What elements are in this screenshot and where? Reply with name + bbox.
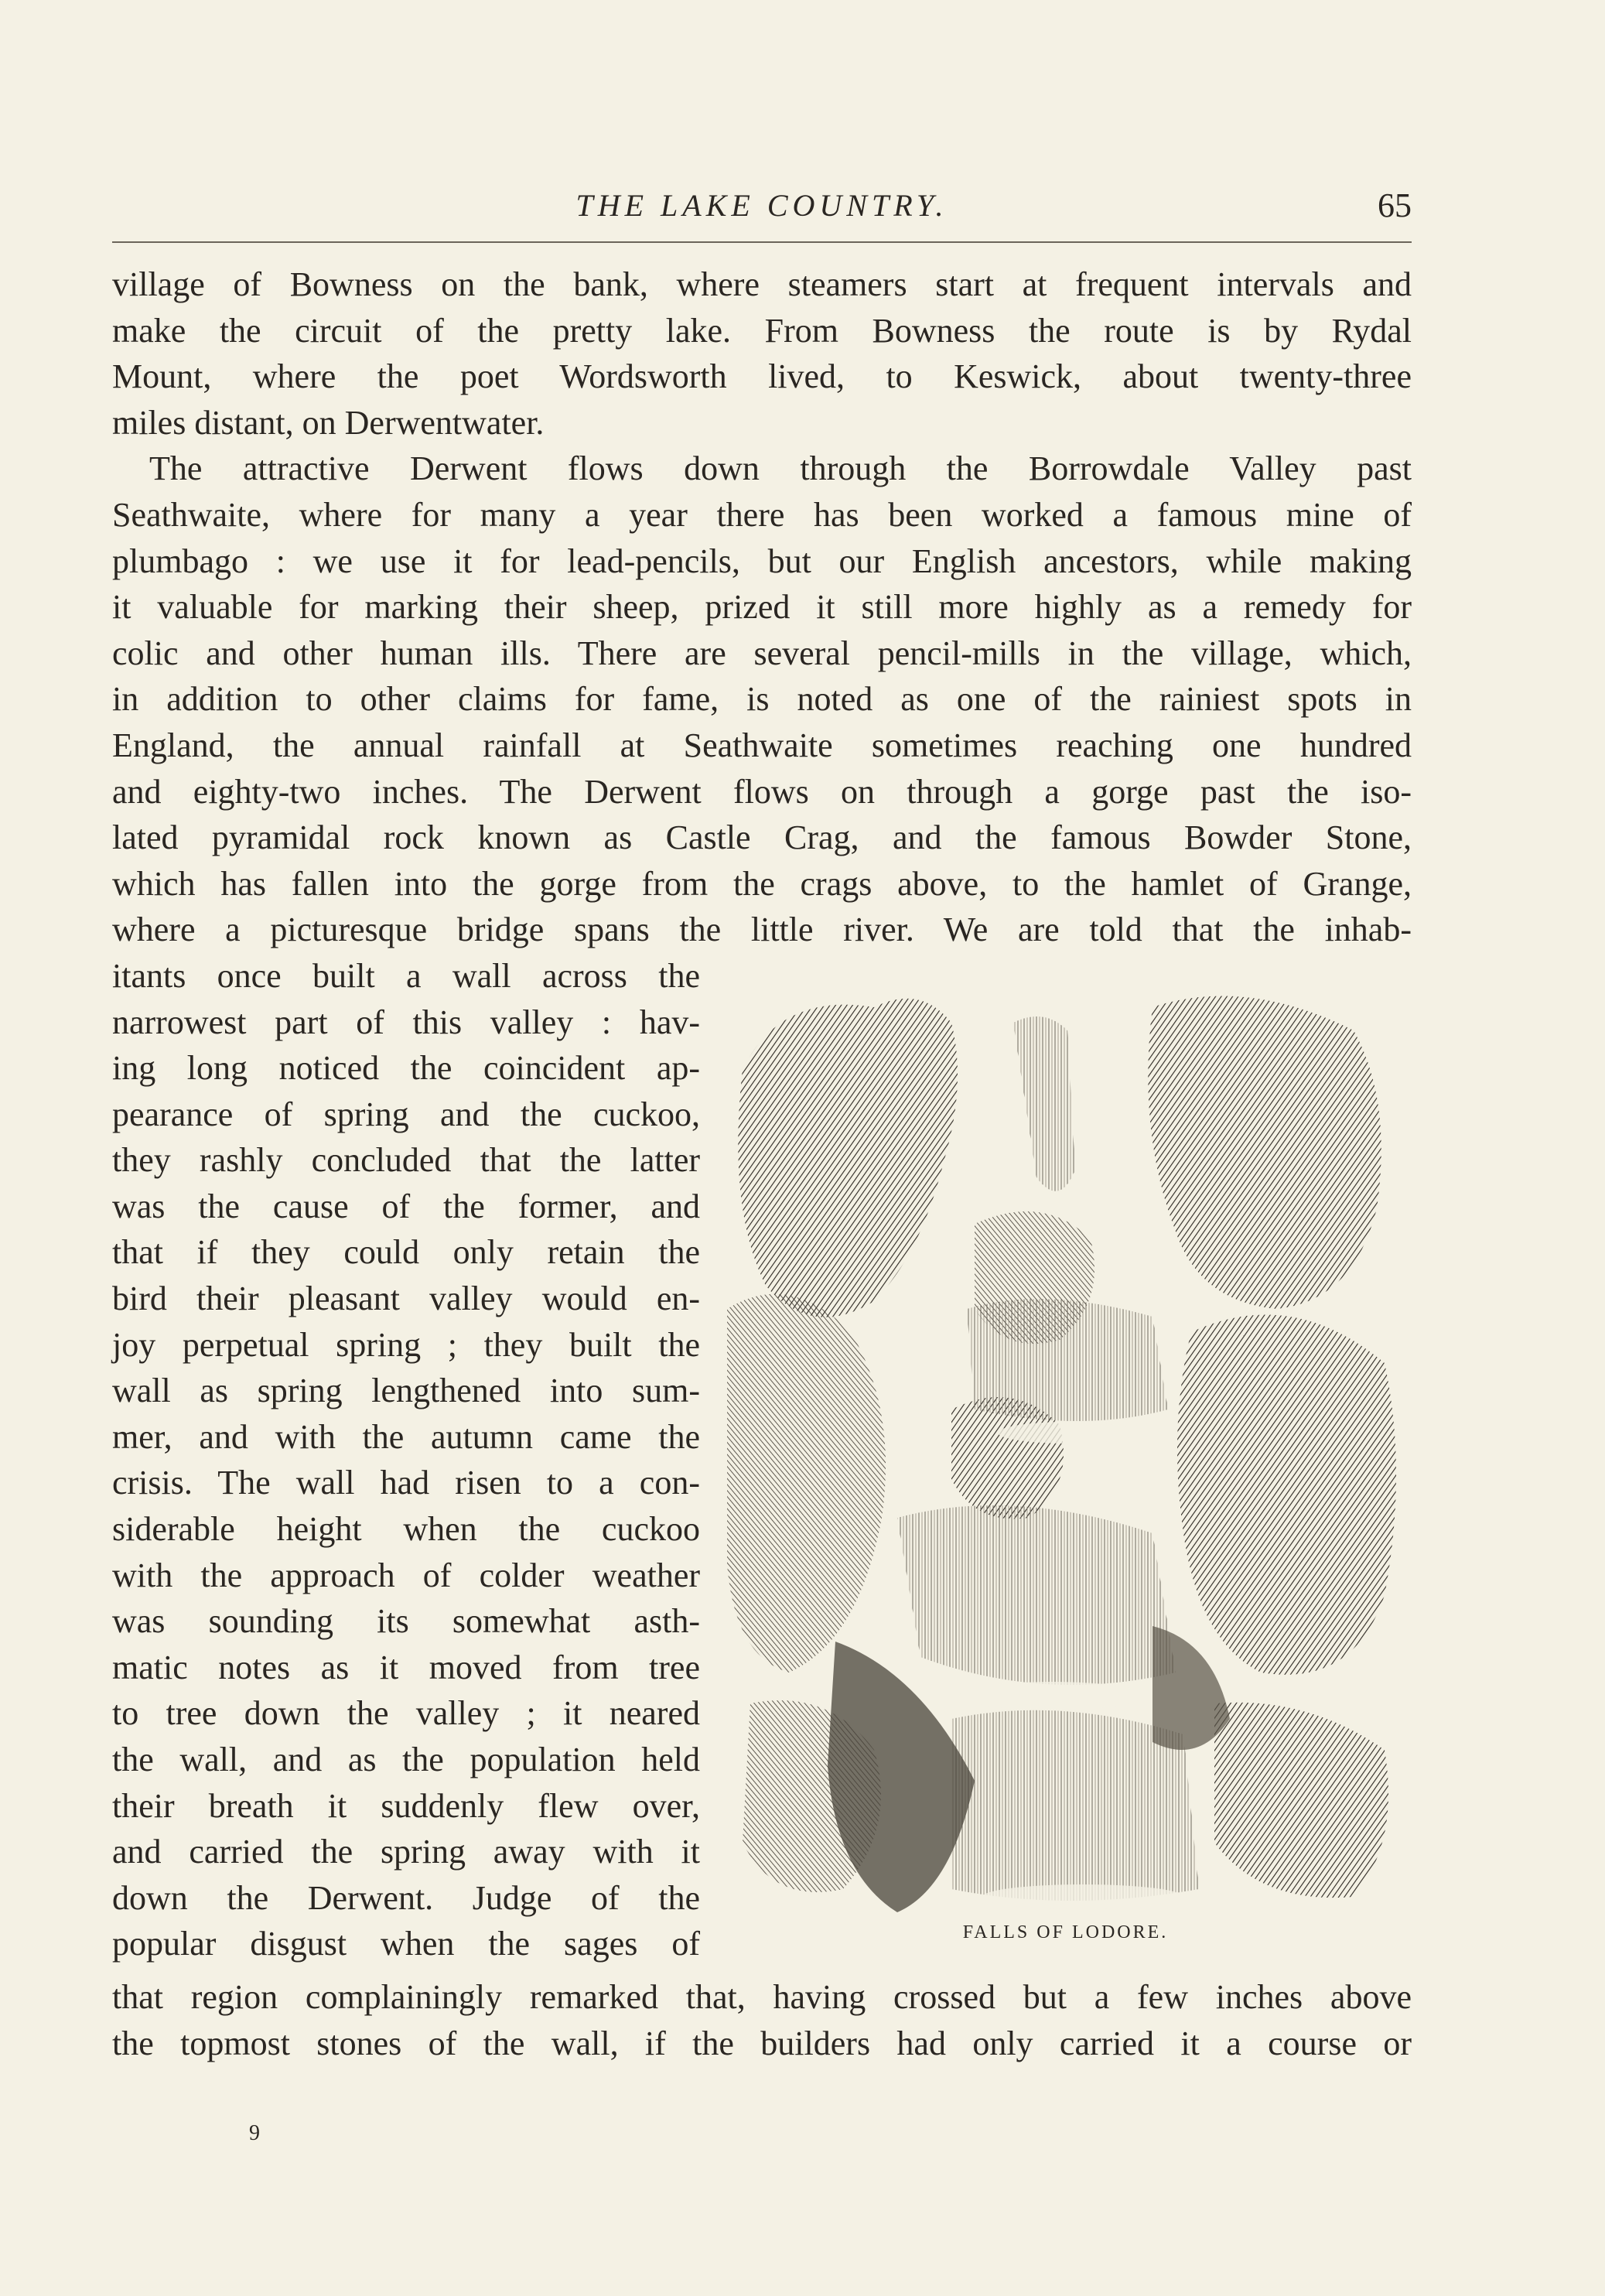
text-line: that region complainingly remarked that, having crossed but a few inches above: [112, 1978, 1412, 2016]
text-line: Seathwaite, where for many a year there has been worked a famous mine of: [112, 495, 1412, 534]
text-line: popular disgust when the sages of: [112, 1925, 700, 1963]
text-line: in addition to other claims for fame, is noted as one of the rainiest spots in: [112, 680, 1412, 719]
text-line: narrowest part of this valley : hav-: [112, 1003, 700, 1041]
running-title: THE LAKE COUNTRY.: [575, 188, 948, 223]
text-line: miles distant, on Derwentwater.: [112, 403, 545, 442]
text-line: bird their pleasant valley would en-: [112, 1280, 700, 1318]
text-line: with the approach of colder weather: [112, 1556, 700, 1594]
text-line: itants once built a wall across the: [112, 956, 700, 995]
text-line: plumbago : we use it for lead-pencils, but our English ancestors, while making: [112, 542, 1412, 580]
text-line: and eighty-two inches. The Derwent flows on through a gorge past the iso-: [112, 772, 1412, 811]
text-line: The attractive Derwent flows down through the Borrowdale Valley past: [149, 449, 1412, 488]
text-line: Mount, where the poet Wordsworth lived, to Keswick, about twenty-three: [112, 357, 1412, 396]
signature-mark: 9: [249, 2121, 260, 2145]
figure-caption: FALLS OF LODORE.: [962, 1922, 1169, 1942]
text-line: lated pyramidal rock known as Castle Crag, and the famous Bowder Stone,: [112, 818, 1412, 857]
text-line: it valuable for marking their sheep, prized it still more highly as a remedy for: [112, 588, 1412, 627]
text-line: village of Bowness on the bank, where steamers start at frequent intervals and: [112, 265, 1412, 303]
text-line: their breath it suddenly flew over,: [112, 1786, 700, 1825]
text-line: England, the annual rainfall at Seathwaite sometimes reaching one hundred: [112, 726, 1412, 764]
text-line: pearance of spring and the cuckoo,: [112, 1095, 700, 1133]
text-line: matic notes as it moved from tree: [112, 1648, 700, 1686]
text-line: to tree down the valley ; it neared: [112, 1694, 700, 1733]
text-line: colic and other human ills. There are several pencil-mills in the village, which,: [112, 634, 1412, 672]
body-text-continued: [112, 1974, 1412, 2066]
text-line: ing long noticed the coincident ap-: [112, 1049, 700, 1088]
text-line: which has fallen into the gorge from the crags above, to the hamlet of Grange,: [112, 864, 1412, 903]
text-line: the wall, and as the population held: [112, 1741, 700, 1778]
text-line: joy perpetual spring ; they built the: [112, 1325, 700, 1364]
header-rule: [112, 241, 1412, 243]
text-line: wall as spring lengthened into sum-: [112, 1372, 700, 1410]
text-line: the topmost stones of the wall, if the builders had only carried it a course or: [112, 2024, 1412, 2062]
text-line: was sounding its somewhat asth-: [112, 1602, 700, 1641]
waterfall-engraving: [719, 976, 1412, 1943]
text-line: that if they could only retain the: [112, 1233, 700, 1272]
text-line: and carried the spring away with it: [112, 1833, 700, 1871]
text-line: they rashly concluded that the latter: [112, 1141, 700, 1180]
text-line: was the cause of the former, and: [112, 1187, 700, 1225]
running-head: [112, 184, 1412, 238]
text-line: down the Derwent. Judge of the: [112, 1878, 700, 1917]
page-number: 65: [1378, 186, 1412, 224]
text-line: make the circuit of the pretty lake. From Bowness the route is by Rydal: [112, 311, 1412, 350]
text-line: where a picturesque bridge spans the little river. We are told that the inhab-: [112, 911, 1412, 949]
text-line: mer, and with the autumn came the: [112, 1417, 700, 1456]
text-line: siderable height when the cuckoo: [112, 1510, 700, 1549]
text-line: crisis. The wall had risen to a con-: [112, 1464, 700, 1502]
